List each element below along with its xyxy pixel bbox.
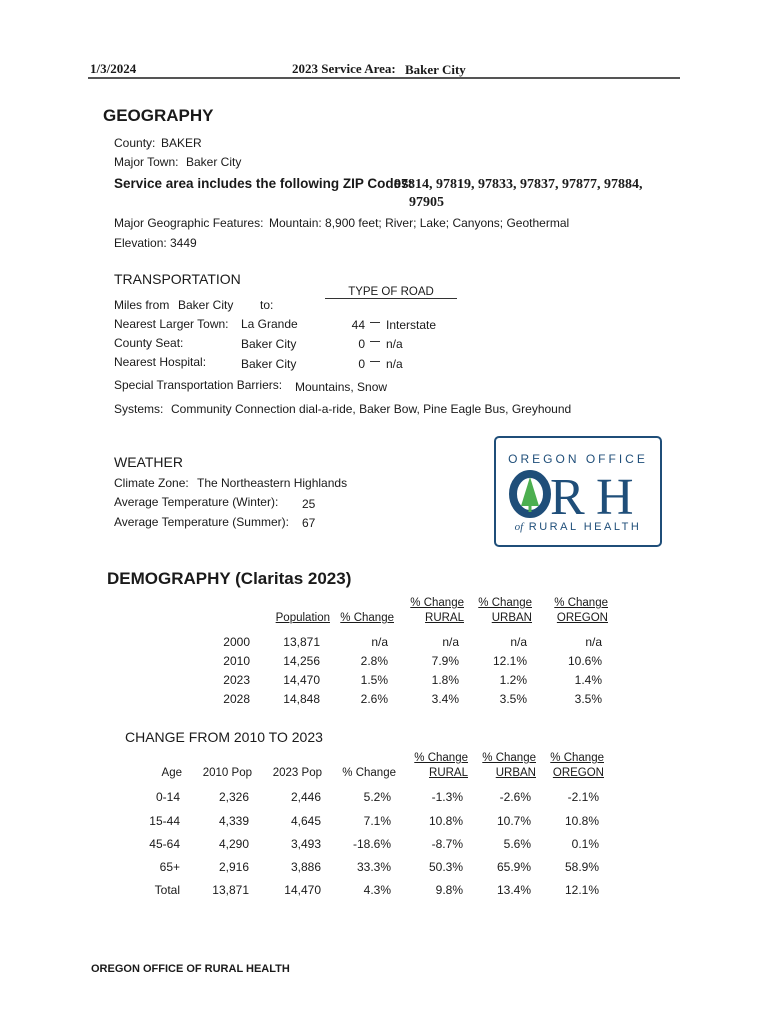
change-header-2010 — [196, 766, 252, 781]
demo-header-rural — [396, 596, 464, 626]
demo-header-population — [260, 611, 330, 626]
change-header-2023 — [266, 766, 322, 781]
demo-header-oregon-top: % Change — [554, 597, 608, 609]
change-header-age-text: Age — [161, 767, 182, 779]
demo-urban: n/a — [510, 635, 527, 649]
change-change: 5.2% — [363, 790, 391, 804]
logo-bottom-words: RURAL HEALTH — [528, 521, 642, 533]
nearest-hospital-miles: 0 — [358, 357, 365, 371]
to-label: to: — [260, 298, 274, 312]
winter-temp-label: Average Temperature (Winter): — [114, 495, 279, 509]
change-pop2010: 4,339 — [218, 814, 249, 828]
change-age: 15-44 — [149, 814, 180, 828]
change-header-oregon-top: % Change — [550, 752, 604, 764]
change-header-change — [330, 766, 396, 781]
elevation-label: Elevation: — [114, 236, 167, 250]
change-age: 65+ — [159, 860, 180, 874]
demo-urban: 1.2% — [499, 673, 527, 687]
change-pop2010: 2,916 — [218, 860, 249, 874]
logo-bottom-text — [496, 521, 660, 533]
change-urban: 65.9% — [496, 860, 531, 874]
county-label: County: — [114, 136, 156, 150]
demo-header-population-text: Population — [275, 612, 330, 624]
change-pop2023: 3,493 — [290, 837, 321, 851]
tree-icon — [521, 477, 539, 506]
climate-zone-value: The Northeastern Highlands — [197, 476, 348, 490]
nearest-larger-town-miles: 44 — [351, 318, 365, 332]
demo-change: 2.6% — [360, 692, 388, 706]
demo-oregon: 10.6% — [567, 654, 602, 668]
change-header-urban-bottom: URBAN — [495, 767, 536, 779]
svg-text:H: H — [596, 469, 634, 520]
change-urban: 10.7% — [496, 814, 531, 828]
change-change: 4.3% — [363, 883, 391, 897]
header-date: 1/3/2024 — [90, 61, 137, 76]
change-urban: 5.6% — [503, 837, 531, 851]
change-header-oregon — [534, 751, 604, 781]
features-value: Mountain: 8,900 feet; River; Lake; Canyons; Geothermal — [269, 216, 570, 230]
change-rural: -8.7% — [431, 837, 463, 851]
change-title: CHANGE FROM 2010 TO 2023 — [125, 729, 323, 745]
change-change: -18.6% — [352, 837, 391, 851]
demo-rural: 3.4% — [431, 692, 459, 706]
orh-logo — [494, 436, 662, 547]
change-age: 45-64 — [149, 837, 180, 851]
change-pop2023: 4,645 — [290, 814, 321, 828]
demo-population: 14,470 — [283, 673, 320, 687]
change-urban: -2.6% — [499, 790, 531, 804]
transportation-title: TRANSPORTATION — [114, 271, 241, 287]
change-pop2023: 14,470 — [284, 883, 321, 897]
nearest-hospital-label: Nearest Hospital: — [114, 355, 207, 369]
change-age: 0-14 — [155, 790, 180, 804]
barriers-value: Mountains, Snow — [295, 380, 388, 394]
header-rule — [88, 77, 680, 79]
change-change: 33.3% — [356, 860, 391, 874]
summer-temp-value: 67 — [302, 516, 316, 530]
svg-text:R: R — [550, 469, 585, 520]
miles-from-label: Miles from — [114, 298, 170, 312]
nearest-larger-town-place: La Grande — [241, 317, 298, 331]
demo-year: 2000 — [223, 635, 250, 649]
logo-bottom-of: of — [514, 521, 524, 533]
major-town-label: Major Town: — [114, 155, 179, 169]
county-seat-miles: 0 — [358, 337, 365, 351]
logo-top-text: OREGON OFFICE — [508, 452, 648, 466]
change-pop2023: 3,886 — [290, 860, 321, 874]
zip-codes-line2: 97905 — [409, 195, 444, 210]
change-pop2010: 13,871 — [212, 883, 249, 897]
demo-change: 1.5% — [360, 673, 388, 687]
demo-header-urban — [464, 596, 532, 626]
demo-oregon: 3.5% — [574, 692, 602, 706]
header-service-area-label: 2023 Service Area: — [292, 61, 396, 76]
demo-header-rural-top: % Change — [410, 597, 464, 609]
nearest-larger-town-label: Nearest Larger Town: — [114, 317, 229, 331]
change-header-2010-text: 2010 Pop — [202, 767, 252, 779]
change-header-oregon-bottom: OREGON — [552, 767, 604, 779]
demography-title: DEMOGRAPHY (Claritas 2023) — [107, 569, 352, 588]
demo-header-oregon — [538, 596, 608, 626]
demo-oregon: n/a — [585, 635, 602, 649]
demo-year: 2028 — [223, 692, 250, 706]
miles-from-town: Baker City — [178, 298, 234, 312]
winter-temp-value: 25 — [302, 497, 316, 511]
change-oregon: 58.9% — [564, 860, 599, 874]
demo-header-urban-top: % Change — [478, 597, 532, 609]
change-pop2010: 4,290 — [218, 837, 249, 851]
zip-codes-line1: 97814, 97819, 97833, 97837, 97877, 97884, — [394, 177, 643, 192]
climate-zone-label: Climate Zone: — [114, 476, 189, 490]
demo-year: 2010 — [223, 654, 250, 668]
demo-header-rural-bottom: RURAL — [425, 612, 464, 624]
nearest-larger-town-road: Interstate — [386, 318, 437, 332]
systems-label: Systems: — [114, 402, 164, 416]
footer-text: OREGON OFFICE OF RURAL HEALTH — [91, 963, 290, 975]
features-label: Major Geographic Features: — [114, 216, 264, 230]
change-rural: 10.8% — [428, 814, 463, 828]
demo-year: 2023 — [223, 673, 250, 687]
demo-population: 14,848 — [283, 692, 320, 706]
road-dash — [370, 322, 380, 323]
summer-temp-label: Average Temperature (Summer): — [114, 515, 289, 529]
change-oregon: 12.1% — [564, 883, 599, 897]
change-header-rural-top: % Change — [414, 752, 468, 764]
change-pop2023: 2,446 — [290, 790, 321, 804]
systems-value: Community Connection dial-a-ride, Baker Bow, Pine Eagle Bus, Greyhound — [171, 402, 572, 416]
demo-header-change-text: % Change — [340, 612, 394, 624]
elevation-value: 3449 — [170, 236, 197, 250]
demo-population: 14,256 — [283, 654, 320, 668]
demo-oregon: 1.4% — [574, 673, 602, 687]
change-rural: -1.3% — [431, 790, 463, 804]
change-header-age — [140, 766, 182, 781]
road-dash — [370, 341, 380, 342]
demo-rural: 7.9% — [431, 654, 459, 668]
county-seat-road: n/a — [386, 337, 403, 351]
header-service-area: Baker City — [405, 62, 466, 77]
county-value: BAKER — [161, 136, 202, 150]
weather-title: WEATHER — [114, 454, 183, 470]
type-of-road-header: TYPE OF ROAD — [325, 286, 457, 299]
demo-change: n/a — [371, 635, 388, 649]
barriers-label: Special Transportation Barriers: — [114, 378, 283, 392]
change-header-rural-bottom: RURAL — [429, 767, 468, 779]
county-seat-label: County Seat: — [114, 336, 184, 350]
demo-urban: 3.5% — [499, 692, 527, 706]
change-header-urban — [466, 751, 536, 781]
zip-label: Service area includes the following ZIP Codes: — [114, 176, 414, 191]
major-town-value: Baker City — [186, 155, 242, 169]
orh-logo-mark — [508, 468, 648, 520]
county-seat-place: Baker City — [241, 337, 297, 351]
road-dash — [370, 361, 380, 362]
demo-header-urban-bottom: URBAN — [491, 612, 532, 624]
change-header-2023-text: 2023 Pop — [272, 767, 322, 779]
demo-population: 13,871 — [283, 635, 320, 649]
demo-rural: 1.8% — [431, 673, 459, 687]
change-header-rural — [398, 751, 468, 781]
change-oregon: 10.8% — [564, 814, 599, 828]
change-oregon: 0.1% — [571, 837, 599, 851]
change-urban: 13.4% — [496, 883, 531, 897]
demo-change: 2.8% — [360, 654, 388, 668]
nearest-hospital-road: n/a — [386, 357, 403, 371]
demo-header-change — [330, 611, 394, 626]
demo-rural: n/a — [442, 635, 459, 649]
demo-header-oregon-bottom: OREGON — [556, 612, 608, 624]
change-pop2010: 2,326 — [218, 790, 249, 804]
change-rural: 50.3% — [428, 860, 463, 874]
change-oregon: -2.1% — [567, 790, 599, 804]
change-header-change-text: % Change — [342, 767, 396, 779]
nearest-hospital-place: Baker City — [241, 357, 297, 371]
geography-title: GEOGRAPHY — [103, 106, 214, 125]
demo-urban: 12.1% — [492, 654, 527, 668]
change-change: 7.1% — [363, 814, 391, 828]
change-header-urban-top: % Change — [482, 752, 536, 764]
change-rural: 9.8% — [435, 883, 463, 897]
change-age: Total — [154, 883, 180, 897]
